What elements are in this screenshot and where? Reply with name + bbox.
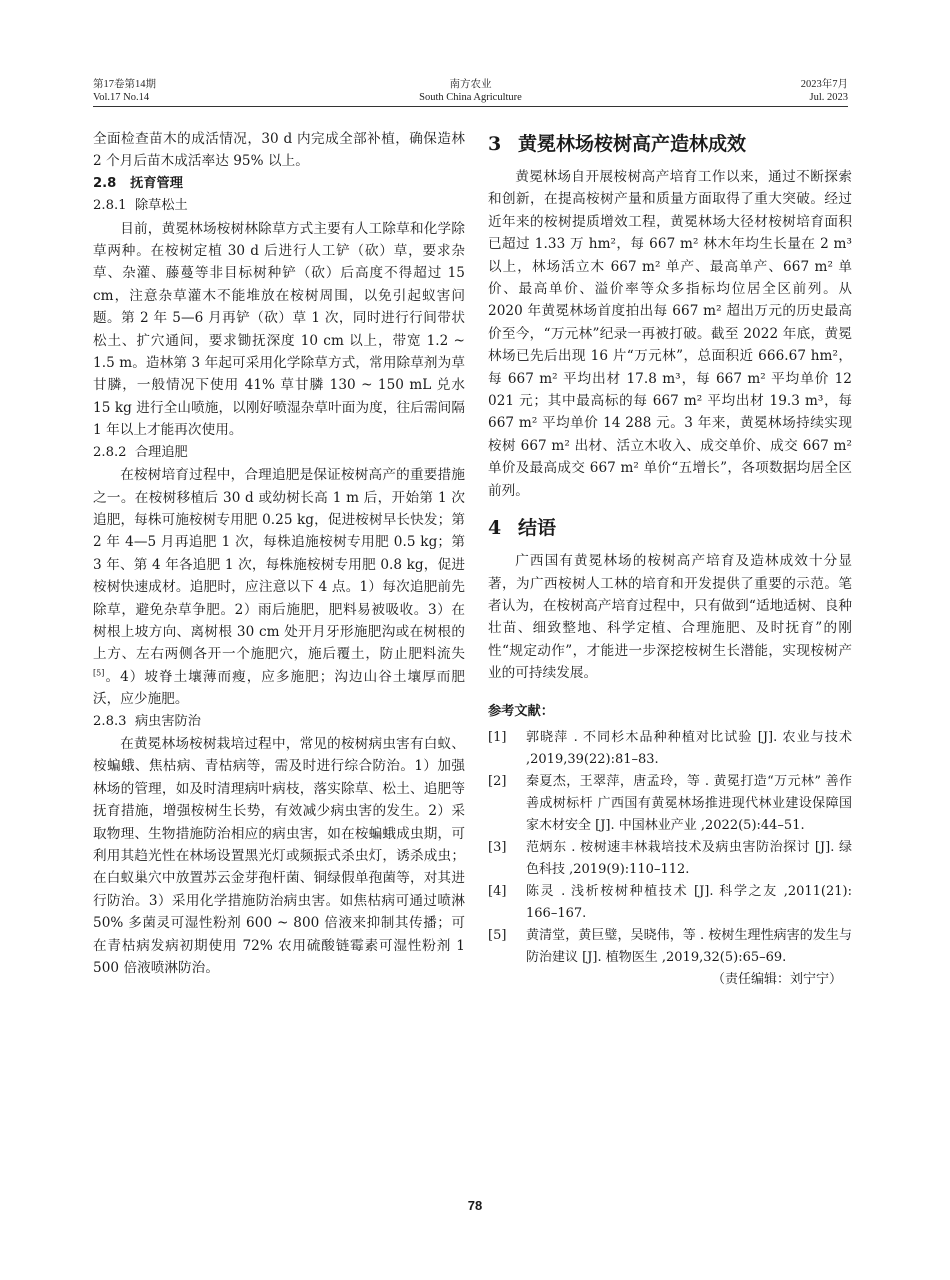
paragraph-continued: 全面检查苗木的成活情况，30 d 内完成全部补植，确保造林 2 个月后苗木成活率达 95% 以上。 [93, 131, 465, 170]
paragraph-weeding: 目前，黄冕林场桉树林除草方式主要有人工除草和化学除草两种。在桉树定植 30 d 后进行人工铲（砍）草，要求杂草、杂灌、藤蔓等非目标树种铲（砍）后高度不得超过 15 cm，注意杂草灌木不能堆放在桉树周围，以免引起蚁害问题。第 2 年 5—6 月再铲（砍）草 1 次，同时进行行间带状松土、扩穴通间，要求锄抚深度 10 cm 以上，带宽 1.2 ~ 1.5 m。造林第 3 年起可采用化学除草方式，常用除草剂为草甘膦，一般情况下使用 41% 草甘膦 130 ~ 150 mL 兑水 15 kg 进行全山喷施，以刚好喷湿杂草叶面为度，往后需间隔 1 年以上才能再次使用。 [93, 220, 465, 439]
subsection-heading-2-8-3: 2.8.3 病虫害防治 [93, 713, 201, 729]
page-number: 78 [467, 1198, 483, 1213]
paragraph-conclusion: 广西国有黄冕林场的桉树高产培育及造林成效十分显著，为广西桉树人工林的培育和开发提供了重要的示范。笔者认为，在桉树高产培育过程中，只有做到“适地适树、良种壮苗、细致整地、科学定植、合理施肥、及时抚育”的刚性“规定动作”，才能进一步深挖桉树生长潜能，实现桉树产业的可持续发展。 [488, 553, 852, 682]
responsible-editor: （责任编辑：刘宁宁） [711, 971, 842, 987]
references-heading: 参考文献： [488, 703, 554, 719]
paragraph-fertilizing: 在桉树培育过程中，合理追肥是保证桉树高产的重要措施之一。在桉树移植后 30 d 或幼树长高 1 m 后，开始第 1 次追肥，每株可施桉树专用肥 0.25 kg，促进桉树早长快发；第 2 年 4—5 月再追肥 1 次，每株追施桉树专用肥 0.5 kg；第 3 年、第 4 年各追肥 1 次，每株施桉树专用肥 0.8 kg，促进桉树快速成材。追肥时，应注意以下 4 点。1）每次追肥前先除草，避免杂草争肥。2）雨后施肥，肥料易被吸收。3）在树根上坡方向、离树根 30 cm 处开月牙形施肥沟或在树根的上方、左右两侧各开一个施肥穴，施后覆土，防止肥料流失[5]。4）坡脊土壤薄而瘦，应多施肥；沟边山谷土壤厚而肥沃，应少施肥。 [93, 467, 465, 708]
subsection-heading-2-8-1: 2.8.1 除草松土 [93, 198, 188, 214]
running-header [93, 78, 848, 106]
subsection-heading-2-8-2: 2.8.2 合理追肥 [93, 444, 188, 460]
reference-item: [4] 陈灵 . 浅析桉树种植技术 [J]. 科学之友 ,2011(21): 166–167. [488, 883, 852, 921]
reference-item: [5] 黄清堂，黄巨璧，吴晓伟，等 . 桉树生理性病害的发生与防治建议 [J]. 植物医生 ,2019,32(5):65–69. [488, 927, 852, 965]
section-heading-2-8: 2.8 抚育管理 [93, 175, 183, 191]
reference-item: [2] 秦夏杰，王翠萍，唐孟玲，等 . 黄冕打造“万元林” 善作善成树标杆 广西国有黄冕林场推进现代林业建设保障国家木材安全 [J]. 中国林业产业 ,2022(5):44–51. [488, 773, 852, 833]
reference-item: [1] 郭晓萍 . 不同杉木品种种植对比试验 [J]. 农业与技术 ,2019,39(22):81–83. [488, 729, 852, 767]
paragraph-results: 黄冕林场自开展桉树高产培育工作以来，通过不断探索和创新，在提高桉树产量和质量方面取得了重大突破。经过近年来的桉树提质增效工程，黄冕林场大径材桉树培育面积已超过 1.33 万 hm²，每 667 m² 林木年均生长量在 2 m³ 以上，林场活立木 667 m² 单产、最高单产、667 m² 单价、最高单价、溢价率等众多指标均位居全区前列。从 2020 年黄冕林场首度拍出每 667 m² 超出万元的历史最高价至今，“万元林”纪录一再被打破。截至 2022 年底，黄冕林场已先后出现 16 片“万元林”，总面积近 666.67 hm²，每 667 m² 平均出材 17.8 m³，每 667 m² 平均单价 12 021 元；其中最高标的每 667 m² 平均出材 19.3 m³，每 667 m² 平均单价 14 288 元。3 年来，黄冕林场持续实现桉树 667 m² 出材、活立木收入、成交单价、成交 667 m² 单价及最高成交 667 m² 单价“五增长”，各项数据均居全区前列。 [488, 169, 852, 499]
references-list [488, 727, 852, 969]
left-column [93, 128, 465, 979]
citation-5: [5] [93, 668, 105, 678]
section-heading-4: 4 结语 [488, 517, 557, 540]
header-rule [93, 106, 848, 107]
journal-date: 2023年7月 Jul. 2023 [800, 79, 848, 103]
paragraph-pest-control: 在黄冕林场桉树栽培过程中，常见的桉树病虫害有白蚁、桉蝙蛾、焦枯病、青枯病等，需及时进行综合防治。1）加强林场的管理，如及时清理病叶病枝，落实除草、松土、追肥等抚育措施，增强桉树生长势，有效减少病虫害的发生。2）采取物理、生物措施防治相应的病虫害，如在桉蝙蛾成虫期，可利用其趋光性在林场设置黑光灯或频振式杀虫灯，诱杀成虫；在白蚁巢穴中放置苏云金芽孢杆菌、铜绿假单孢菌等，对其进行防治。3）采用化学措施防治病虫害。如焦枯病可通过喷淋 50% 多菌灵可湿性粉剂 600 ~ 800 倍液来抑制其传播；可在青枯病发病初期使用 72% 农用硫酸链霉素可湿性粉剂 1 500 倍液喷淋防治。 [93, 735, 465, 977]
journal-name: 南方农业 South China Agriculture [419, 79, 522, 103]
section-heading-3: 3 黄冕林场桉树高产造林成效 [488, 133, 747, 155]
reference-item: [3] 范炳东 . 桉树速丰林栽培技术及病虫害防治探讨 [J]. 绿色科技 ,2019(9):110–112. [488, 839, 852, 877]
journal-volume: 第17卷第14期 Vol.17 No.14 [93, 79, 156, 103]
right-column [488, 128, 852, 991]
